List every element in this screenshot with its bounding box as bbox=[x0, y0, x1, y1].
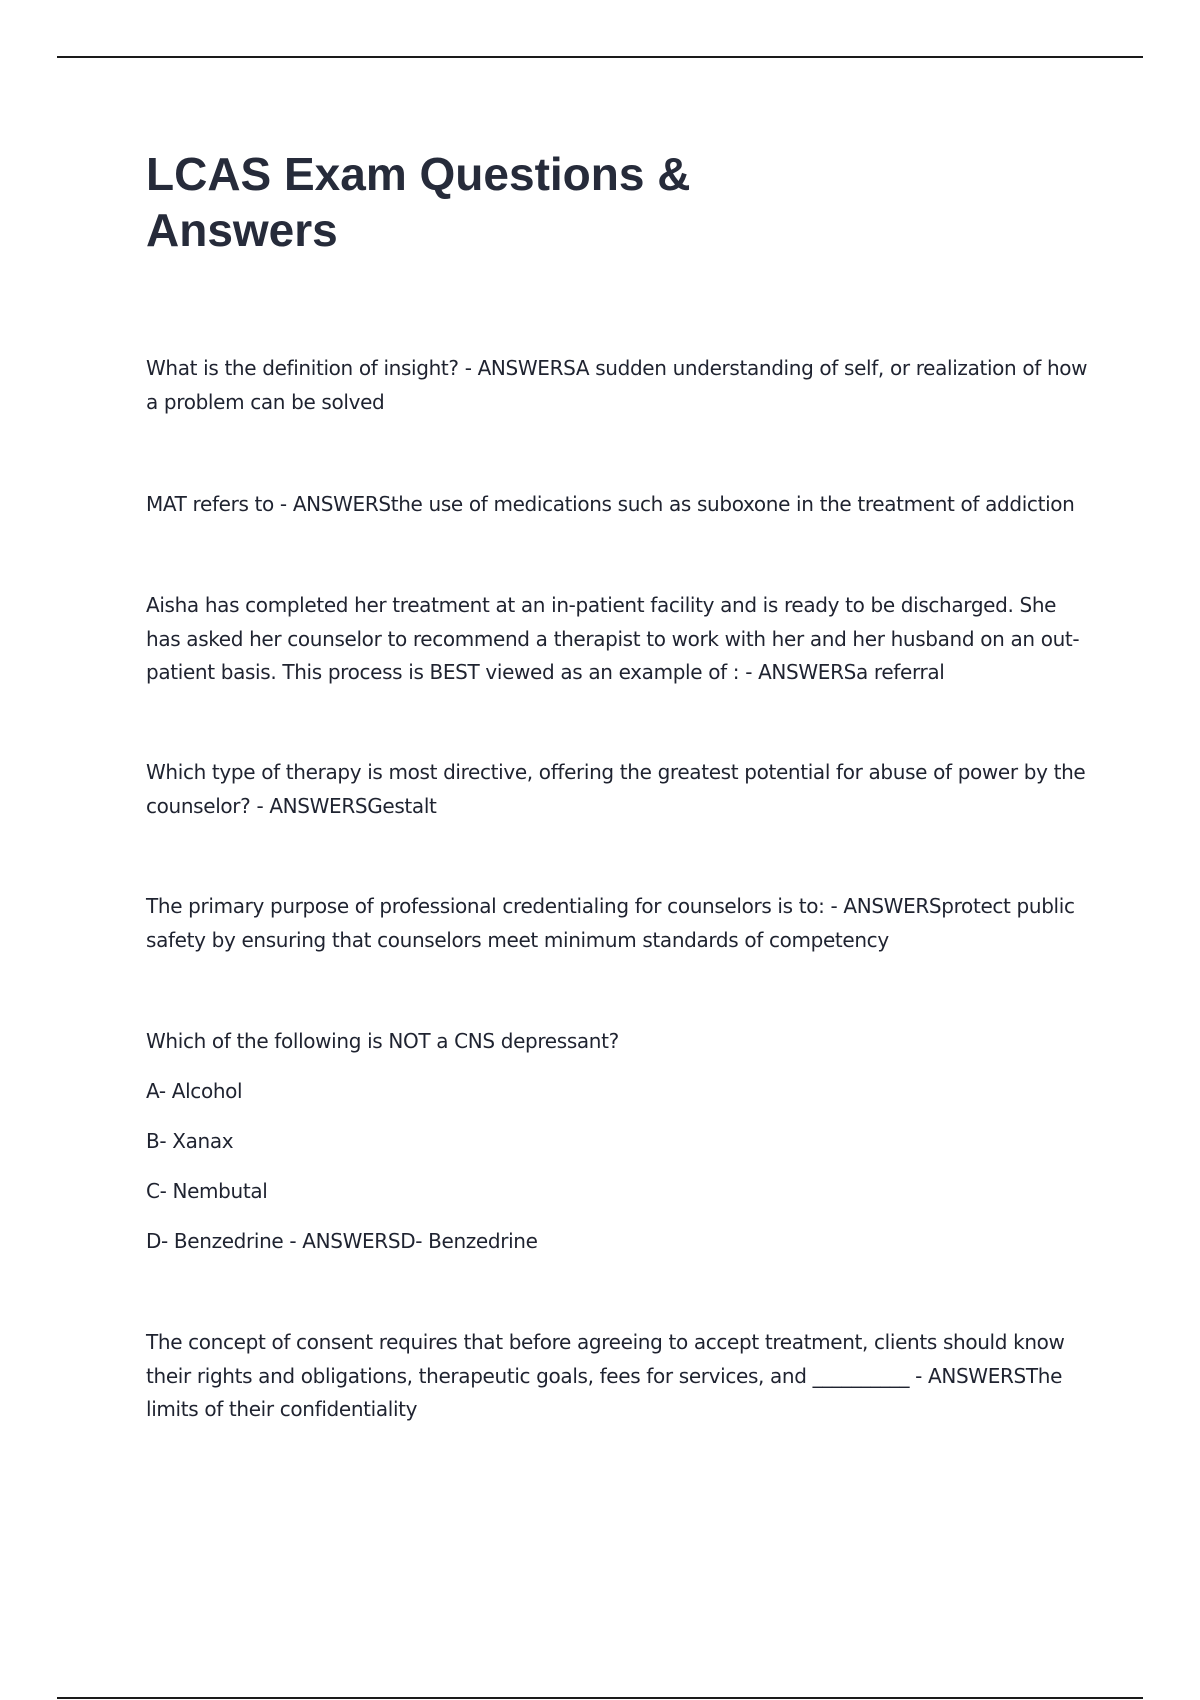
answer-text: Gestalt bbox=[367, 793, 437, 818]
qa-item-3 bbox=[146, 589, 1096, 690]
qa-item-1 bbox=[146, 352, 1096, 419]
answer-text: a referral bbox=[856, 660, 945, 684]
qa-text: What is the definition of insight? - ANSWERSA sudden understanding of self, or realization of how a problem can be solved bbox=[146, 356, 1088, 414]
answer-marker: ANSWERS bbox=[302, 1229, 401, 1253]
question-text: Which of the following is NOT a CNS depressant? bbox=[146, 1029, 619, 1053]
answer-marker: ANSWERS bbox=[843, 894, 942, 918]
question-text: Which type of therapy is most directive, offering the greatest potential for abuse of power by the counselor? bbox=[146, 760, 1086, 818]
qa-item-7 bbox=[146, 1326, 1096, 1427]
qa-item-6 bbox=[146, 1025, 1096, 1259]
answer-text: D- Benzedrine bbox=[400, 1229, 538, 1253]
question-text: MAT refers to bbox=[146, 492, 274, 516]
header-rule bbox=[57, 56, 1143, 58]
question-text: What is the definition of insight? bbox=[146, 356, 459, 380]
option-c: C- Nembutal bbox=[146, 1179, 268, 1203]
qa-item-5 bbox=[146, 890, 1096, 957]
answer-text: the use of medications such as suboxone in the treatment of addiction bbox=[390, 492, 1075, 516]
option-d: D- Benzedrine bbox=[146, 1229, 284, 1253]
qa-text: The primary purpose of professional credentialing for counselors is to: - ANSWERSprotect public safety by ensuring that counselors meet minimum standards of competency bbox=[146, 894, 1075, 952]
page-title: LCAS Exam Questions & Answers bbox=[146, 148, 691, 256]
option-a: A- Alcohol bbox=[146, 1079, 243, 1103]
answer-marker: ANSWERS bbox=[928, 1363, 1026, 1388]
qa-item-2 bbox=[146, 488, 1096, 522]
answer-text: The limits of their confidentiality bbox=[146, 1363, 1063, 1421]
option-d-with-answer: D- Benzedrine - ANSWERSD- Benzedrine bbox=[146, 1229, 538, 1253]
qa-item-4 bbox=[146, 756, 1096, 823]
answer-marker: ANSWERS bbox=[758, 660, 856, 684]
qa-text: Which type of therapy is most directive, offering the greatest potential for abuse of power by the counselor? - ANSWERSGestalt bbox=[146, 760, 1086, 818]
option-b: B- Xanax bbox=[146, 1129, 234, 1153]
question-text: The primary purpose of professional credentialing for counselors is to: bbox=[146, 894, 825, 918]
answer-marker: ANSWERS bbox=[477, 356, 576, 380]
qa-text: MAT refers to - ANSWERSthe use of medications such as suboxone in the treatment of addiction bbox=[146, 492, 1075, 516]
answer-marker: ANSWERS bbox=[292, 492, 391, 516]
qa-text: The concept of consent requires that before agreeing to accept treatment, clients should know their rights and obligations, therapeutic goals, fees for services, and __________ - ANSWERSThe limits of their confidentiality bbox=[146, 1330, 1065, 1421]
answer-marker: ANSWERS bbox=[269, 793, 368, 818]
footer-rule bbox=[57, 1697, 1143, 1699]
answer-text: A sudden understanding of self, or realization of how a problem can be solved bbox=[146, 356, 1088, 414]
qa-text: Aisha has completed her treatment at an in-patient facility and is ready to be discharged. She has asked her counselor to recommend a therapist to work with her and her husband on an out-patient basis. This process is BEST viewed as an example of : - ANSWERSa referral bbox=[146, 593, 1080, 684]
answer-text: protect public safety by ensuring that counselors meet minimum standards of competency bbox=[146, 894, 1075, 952]
question-text: The concept of consent requires that before agreeing to accept treatment, clients should know their rights and obligations, therapeutic goals, fees for services, and __________ bbox=[146, 1330, 1065, 1388]
question-text: Aisha has completed her treatment at an in-patient facility and is ready to be discharged. She has asked her counselor to recommend a therapist to work with her and her husband on an out-patient basis. This process is BEST viewed as an example of : bbox=[146, 593, 1080, 684]
